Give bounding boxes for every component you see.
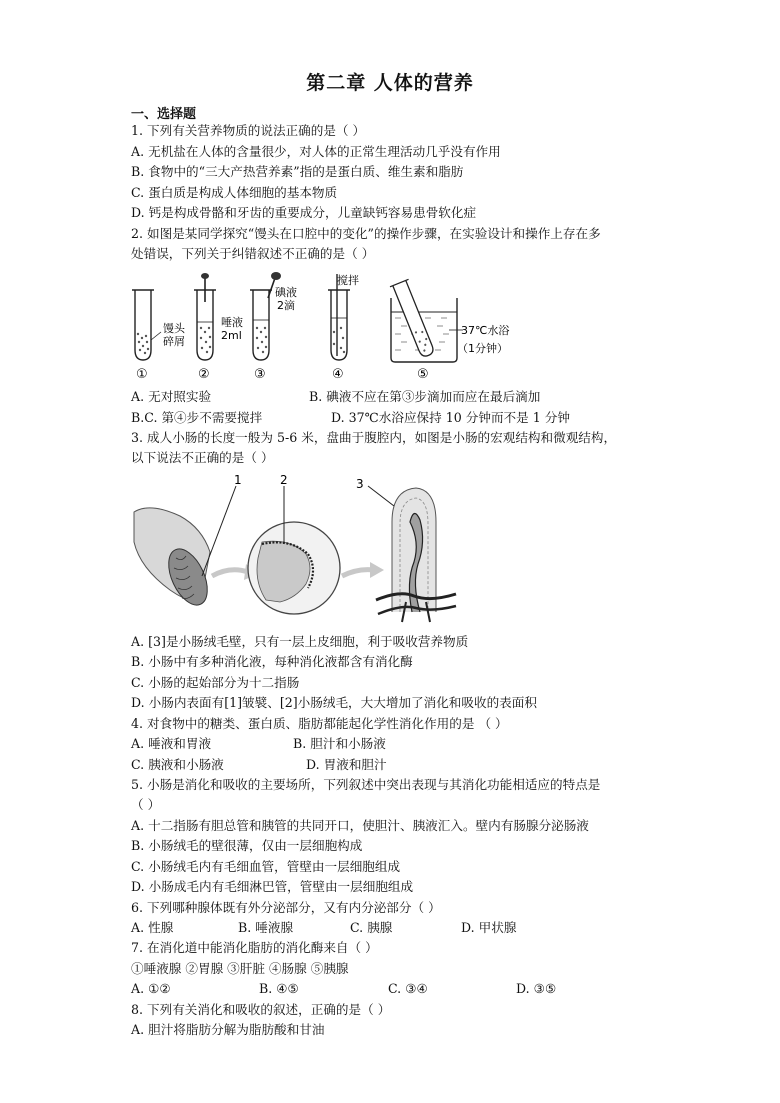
question-6-option-d: D. 甲状腺 bbox=[461, 920, 517, 935]
question-4-option-b: B. 胆汁和小肠液 bbox=[293, 736, 386, 751]
question-2-option-b: B. 碘液不应在第③步滴加而应在最后滴加 bbox=[309, 389, 541, 404]
question-7-option-c: C. ③④ bbox=[388, 981, 428, 996]
question-1-option-a: A. 无机盐在人体的含量很少，对人体的正常生理活动几乎没有作用 bbox=[131, 144, 501, 159]
question-1-option-c: C. 蛋白质是构成人体细胞的基本物质 bbox=[131, 185, 338, 200]
question-8-stem: 8. 下列有关消化和吸收的叙述，正确的是（ ） bbox=[131, 1002, 391, 1017]
label-mantou: 馒头 bbox=[163, 322, 185, 335]
question-2-option-a: A. 无对照实验 bbox=[131, 389, 212, 404]
question-6-option-a: A. 性腺 bbox=[131, 920, 174, 935]
water-bath-beaker bbox=[390, 279, 463, 362]
step-number-3: ③ bbox=[254, 367, 266, 382]
question-4-stem: 4. 对食物中的糖类、蛋白质、脂肪都能起化学性消化作用的是 （ ） bbox=[131, 716, 508, 731]
label-jiaoban: 搅拌 bbox=[337, 274, 359, 287]
page-title: 第二章 人体的营养 bbox=[306, 72, 474, 94]
label-suixie: 碎屑 bbox=[163, 335, 185, 348]
question-4-option-a: A. 唾液和胃液 bbox=[131, 736, 212, 751]
question-6-stem: 6. 下列哪种腺体既有外分泌部分，又有内分泌部分（ ） bbox=[131, 900, 441, 915]
question-7-stem: 7. 在消化道中能消化脂肪的消化酶来自（ ） bbox=[131, 940, 378, 955]
magnified-fold-circle bbox=[248, 522, 340, 614]
question-5-stem: 5. 小肠是消化和吸收的主要场所，下列叙述中突出表现与其消化功能相适应的特点是 bbox=[131, 777, 601, 792]
label-tuoye: 唾液 bbox=[221, 316, 243, 329]
question-1-option-d: D. 钙是构成骨骼和牙齿的重要成分，儿童缺钙容易患骨软化症 bbox=[131, 205, 477, 220]
question-4-option-d: D. 胃液和胆汁 bbox=[306, 757, 387, 772]
label-2ml: 2ml bbox=[221, 329, 242, 342]
step-number-4: ④ bbox=[332, 367, 344, 382]
question-3-option-a: A. [3]是小肠绒毛壁，只有一层上皮细胞，利于吸收营养物质 bbox=[131, 634, 469, 649]
question-7-items: ①唾液腺 ②胃腺 ③肝脏 ④肠腺 ⑤胰腺 bbox=[131, 961, 349, 976]
question-3-option-c: C. 小肠的起始部分为十二指肠 bbox=[131, 675, 300, 690]
label-dianye: 碘液 bbox=[275, 286, 297, 299]
question-5-option-b: B. 小肠绒毛的壁很薄，仅由一层细胞构成 bbox=[131, 838, 363, 853]
question-7-option-d: D. ③⑤ bbox=[516, 981, 557, 996]
question-2-stem-cont: 处错误，下列关于纠错叙述不正确的是（ ） bbox=[131, 246, 375, 261]
step-number-5: ⑤ bbox=[417, 367, 429, 382]
experiment-steps-figure bbox=[125, 272, 525, 382]
question-7-option-b: B. ④⑤ bbox=[259, 981, 299, 996]
question-3-stem-cont: 以下说法不正确的是（ ） bbox=[131, 450, 274, 465]
small-intestine-figure bbox=[130, 472, 460, 630]
intestine-tube-drawing bbox=[134, 508, 215, 611]
question-1-stem: 1. 下列有关营养物质的说法正确的是（ ） bbox=[131, 123, 366, 138]
question-8-option-a: A. 胆汁将脂肪分解为脂肪酸和甘油 bbox=[131, 1022, 325, 1037]
question-1-option-b: B. 食物中的“三大产热营养素”指的是蛋白质、维生素和脂肪 bbox=[131, 164, 464, 179]
test-tube-2 bbox=[194, 273, 216, 360]
question-5-option-a: A. 十二指肠有胆总管和胰管的共同开口，使胆汁、胰液汇入。壁内有肠腺分泌肠液 bbox=[131, 818, 589, 833]
label-shuiyu: 37℃水浴 bbox=[461, 324, 510, 337]
question-3-option-d: D. 小肠内表面有[1]皱襞、[2]小肠绒毛，大大增加了消化和吸收的表面积 bbox=[131, 695, 537, 710]
section-heading: 一、选择题 bbox=[131, 107, 197, 122]
question-2-option-c: B.C. 第④步不需要搅拌 bbox=[131, 410, 263, 425]
figure-label-1: 1 bbox=[234, 473, 242, 487]
test-tube-1 bbox=[132, 290, 154, 360]
question-6-option-c: C. 胰腺 bbox=[350, 920, 393, 935]
question-5-option-c: C. 小肠绒毛内有毛细血管，管壁由一层细胞组成 bbox=[131, 859, 401, 874]
question-6-option-b: B. 唾液腺 bbox=[238, 920, 294, 935]
question-4-option-c: C. 胰液和小肠液 bbox=[131, 757, 224, 772]
villus-drawing bbox=[376, 488, 456, 622]
label-2di: 2滴 bbox=[277, 299, 295, 312]
step-number-2: ② bbox=[198, 367, 210, 382]
question-5-option-d: D. 小肠成毛内有毛细淋巴管，管壁由一层细胞组成 bbox=[131, 879, 414, 894]
question-3-stem: 3. 成人小肠的长度一般为 5-6 米，盘曲于腹腔内，如图是小肠的宏观结构和微观结构， bbox=[131, 430, 617, 445]
question-3-option-b: B. 小肠中有多种消化液，每种消化液都含有消化酶 bbox=[131, 654, 413, 669]
figure-label-3: 3 bbox=[356, 477, 364, 491]
step-number-1: ① bbox=[136, 367, 148, 382]
question-5-stem-cont: （ ） bbox=[131, 797, 161, 812]
label-1min: （1分钟） bbox=[457, 342, 508, 355]
question-7-option-a: A. ①② bbox=[131, 981, 171, 996]
figure-label-2: 2 bbox=[280, 473, 288, 487]
question-2-stem: 2. 如图是某同学探究“馒头在口腔中的变化”的操作步骤，在实验设计和操作上存在多 bbox=[131, 226, 601, 241]
question-2-option-d: D. 37℃水浴应保持 10 分钟而不是 1 分钟 bbox=[331, 410, 570, 425]
